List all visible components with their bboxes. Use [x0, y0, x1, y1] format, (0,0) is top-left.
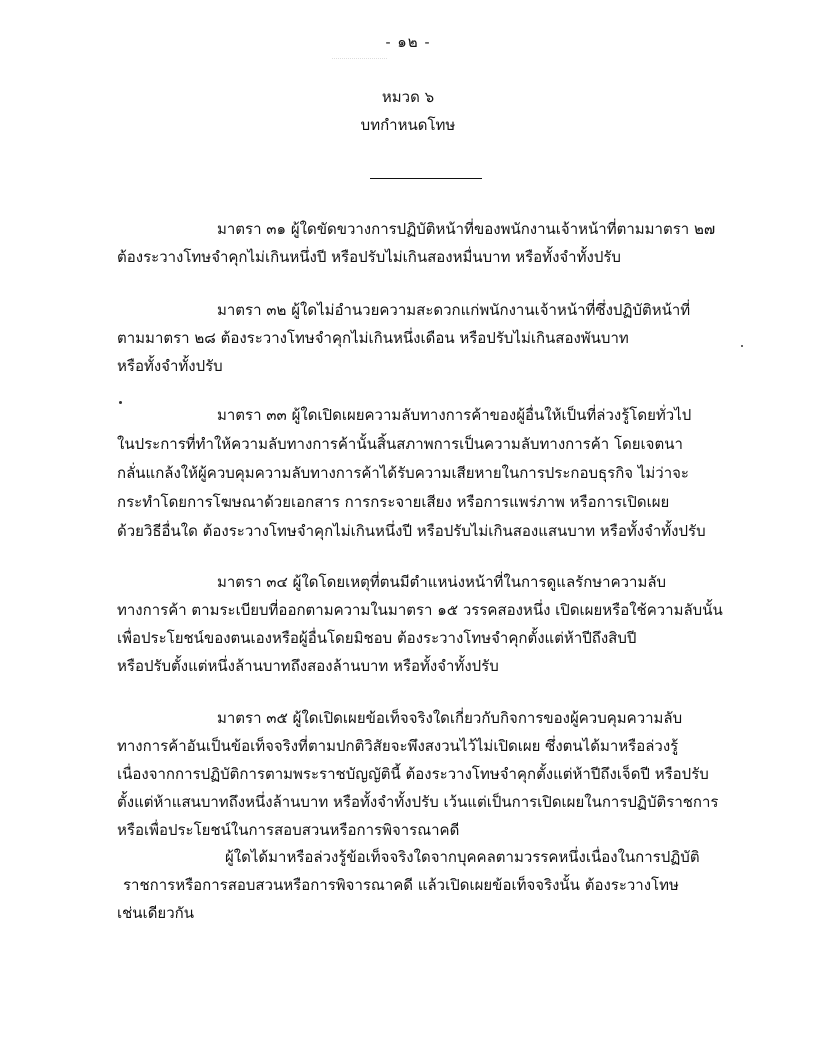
section-line: มาตรา ๓๓ ผู้ใดเปิดเผยความลับทางการค้าของผู้อื่นให้เป็นที่ล่วงรู้โดยทั่วไป	[217, 406, 692, 424]
section-line: ตั้งแต่ห้าแสนบาทถึงหนึ่งล้านบาท หรือทั้งจำทั้งปรับ เว้นแต่เป็นการเปิดเผยในการปฏิบัติราชการ	[117, 793, 719, 811]
page-number: - ๑๒ -	[385, 33, 431, 51]
section-line: ทางการค้าอันเป็นข้อเท็จจริงที่ตามปกติวิสัยจะพึงสงวนไว้ไม่เปิดเผย ซึ่งตนได้มาหรือล่วงรู้	[117, 737, 679, 755]
section-line: กลั่นแกล้งให้ผู้ควบคุมความลับทางการค้าได้รับความเสียหายในการประกอบธุรกิจ ไม่ว่าจะ	[117, 464, 689, 482]
section-line: ทางการค้า ตามระเบียบที่ออกตามความในมาตรา ๑๕ วรรคสองหนึ่ง เปิดเผยหรือใช้ความลับนั้น	[117, 601, 723, 619]
scan-mark	[119, 401, 122, 404]
section-line: ตามมาตรา ๒๘ ต้องระวางโทษจำคุกไม่เกินหนึ่งเดือน หรือปรับไม่เกินสองพันบาท	[117, 329, 629, 347]
section-line: เนื่องจากการปฏิบัติการตามพระราชบัญญัตินี้ ต้องระวางโทษจำคุกตั้งแต่ห้าปีถึงเจ็ดปี หรือปรับ	[117, 765, 709, 783]
section-line: มาตรา ๓๕ ผู้ใดเปิดเผยข้อเท็จจริงใดเกี่ยวกับกิจการของผู้ควบคุมความลับ	[217, 709, 683, 727]
section-line: ราชการหรือการสอบสวนหรือการพิจารณาคดี แล้วเปิดเผยข้อเท็จจริงนั้น ต้องระวางโทษ	[123, 876, 679, 894]
section-line: ในประการที่ทำให้ความลับทางการค้านั้นสิ้นสภาพการเป็นความลับทางการค้า โดยเจตนา	[117, 435, 683, 453]
section-line: เช่นเดียวกัน	[117, 904, 194, 922]
chapter-number: หมวด ๖	[381, 88, 435, 106]
scan-speck	[332, 58, 387, 63]
section-line: หรือปรับตั้งแต่หนึ่งล้านบาทถึงสองล้านบาท หรือทั้งจำทั้งปรับ	[117, 657, 499, 675]
section-line: หรือเพื่อประโยชน์ในการสอบสวนหรือการพิจารณาคดี	[117, 821, 460, 839]
separator-rule	[370, 178, 482, 179]
section-line: ต้องระวางโทษจำคุกไม่เกินหนึ่งปี หรือปรับไม่เกินสองหมื่นบาท หรือทั้งจำทั้งปรับ	[117, 248, 621, 266]
section-line: ด้วยวิธีอื่นใด ต้องระวางโทษจำคุกไม่เกินหนึ่งปี หรือปรับไม่เกินสองแสนบาท หรือทั้งจำทั้งปรับ	[117, 522, 706, 540]
section-line: ผู้ใดได้มาหรือล่วงรู้ข้อเท็จจริงใดจากบุคคลตามวรรคหนึ่งเนื่องในการปฏิบัติ	[225, 848, 700, 866]
chapter-title: บทกำหนดโทษ	[360, 116, 456, 134]
section-line: มาตรา ๓๔ ผู้ใดโดยเหตุที่ตนมีตำแหน่งหน้าที่ในการดูแลรักษาความลับ	[217, 573, 667, 591]
section-line: เพื่อประโยชน์ของตนเองหรือผู้อื่นโดยมิชอบ ต้องระวางโทษจำคุกตั้งแต่ห้าปีถึงสิบปี	[117, 629, 637, 647]
section-line: หรือทั้งจำทั้งปรับ	[117, 357, 223, 375]
section-line: มาตรา ๓๒ ผู้ใดไม่อำนวยความสะดวกแก่พนักงานเจ้าหน้าที่ซึ่งปฏิบัติหน้าที่	[217, 301, 691, 319]
section-line: มาตรา ๓๑ ผู้ใดขัดขวางการปฏิบัติหน้าที่ของพนักงานเจ้าหน้าที่ตามมาตรา ๒๗	[217, 220, 716, 238]
section-line: กระทำโดยการโฆษณาด้วยเอกสาร การกระจายเสียง หรือการแพร่ภาพ หรือการเปิดเผย	[117, 493, 670, 511]
scan-mark	[741, 345, 743, 347]
